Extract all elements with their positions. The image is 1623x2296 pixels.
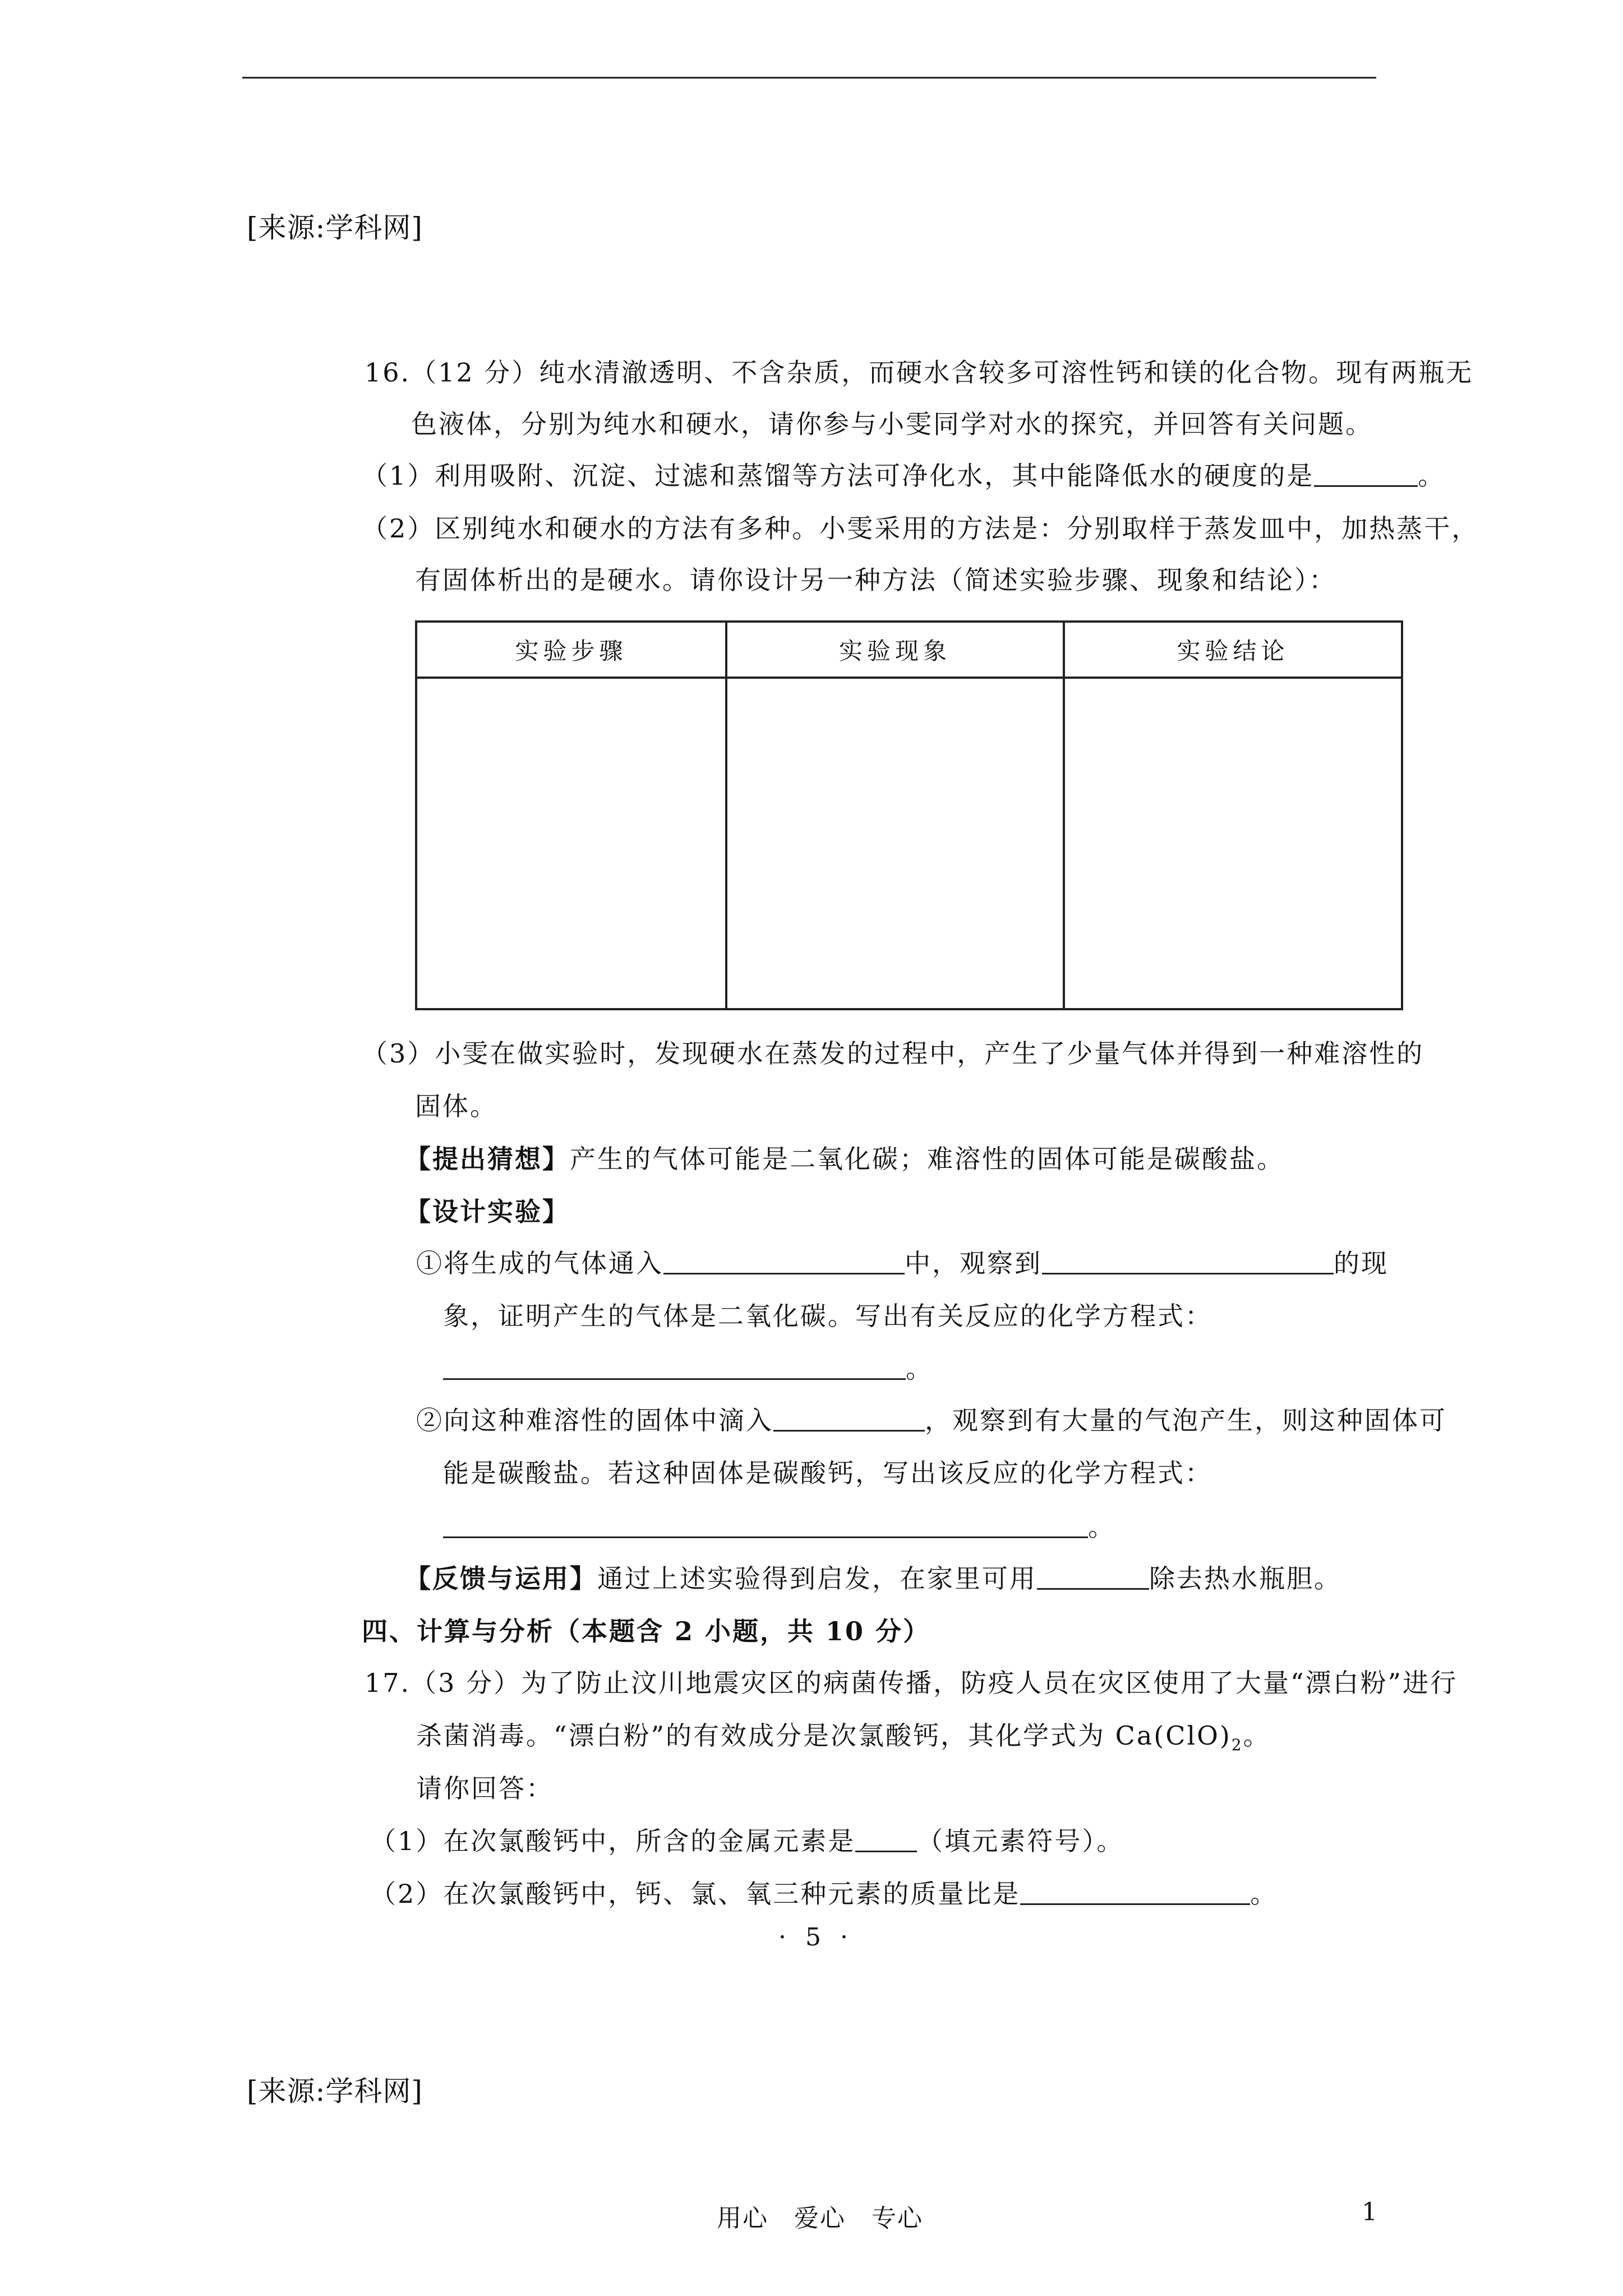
step1-gas-blank[interactable] [663,1247,905,1274]
q16-line-2: 色液体，分别为纯水和硬水，请你参与小雯同学对水的探究，并回答有关问题。 [411,409,1373,439]
design-label: 【设计实验】 [405,1197,570,1227]
step1-text-c: 的现 [1334,1248,1389,1278]
step2-reagent-blank[interactable] [773,1404,925,1432]
q17-formula-subscript: 2 [1231,1736,1243,1755]
q17-prompt: 请你回答： [416,1773,554,1803]
hypothesis-label: 【提出猜想】 [405,1144,570,1174]
q17-part2-end: 。 [1250,1879,1278,1909]
q16-part3-line-2: 固体。 [415,1091,497,1121]
source-note-bottom: [来源:学科网] [247,2075,423,2108]
steps-answer-cell[interactable] [416,678,726,1009]
step1-text-b: 中，观察到 [905,1248,1042,1278]
step1-text-a: ①将生成的气体通入 [416,1248,663,1278]
source-note-top: [来源:学科网] [247,211,423,244]
footer-motto: 用心 爱心 专心 [717,2204,923,2233]
step2-equation-blank[interactable] [443,1511,1088,1538]
footer-page-number: 1 [1362,2198,1378,2226]
q17-part2 [370,1874,1278,1911]
step1-equation-blank[interactable] [443,1352,906,1380]
feedback-blank[interactable] [1037,1562,1149,1590]
feedback-line [405,1558,1341,1595]
feedback-label: 【反馈与运用】 [405,1563,597,1594]
phenomena-answer-cell[interactable] [726,678,1064,1009]
step2-line-1 [416,1400,1447,1437]
experiment-table-answer-row [416,678,1402,1009]
header-conclusion: 实验结论 [1064,622,1402,678]
step2-equation-line [443,1507,1115,1544]
step1-observation-blank[interactable] [1042,1247,1334,1274]
page-number: · 5 · [778,1923,854,1952]
q17-line-2-text: 杀菌消毒。“漂白粉”的有效成分是次氯酸钙，其化学式为 Ca(ClO) [416,1720,1232,1751]
header-rule [242,77,1376,79]
step2-end: 。 [1088,1512,1115,1542]
step1-equation-line [443,1349,933,1386]
q17-part2-blank[interactable] [1020,1878,1250,1905]
q16-part2-line-1: （2）区别纯水和硬水的方法有多种。小雯采用的方法是：分别取样于蒸发皿中，加热蒸干， [362,513,1479,544]
q17-part1 [370,1821,1124,1858]
experiment-table-header-row [416,622,1402,678]
q16-part1 [362,455,1445,493]
header-steps: 实验步骤 [416,622,726,678]
q16-part1-end: 。 [1418,461,1446,491]
hypothesis-text: 产生的气体可能是二氧化碳；难溶性的固体可能是碳酸盐。 [570,1144,1284,1174]
q16-part1-blank[interactable] [1314,459,1418,487]
experiment-table [415,620,1403,1010]
step1-line-1 [416,1243,1389,1280]
step1-line-2: 象，证明产生的气体是二氧化碳。写出有关反应的化学方程式： [443,1301,1212,1331]
q17-part1-hint: （填元素符号）。 [917,1826,1124,1856]
feedback-text-a: 通过上述实验得到启发，在家里可用 [597,1563,1037,1594]
q17-part1-blank[interactable] [855,1825,917,1852]
q17-part1-text: （1）在次氯酸钙中，所含的金属元素是 [370,1826,856,1856]
hypothesis-line [405,1139,1284,1176]
header-phenomena: 实验现象 [726,622,1064,678]
conclusion-answer-cell[interactable] [1064,678,1402,1009]
q17-line-1: 17.（3 分）为了防止汶川地震灾区的病菌传播，防疫人员在灾区使用了大量“漂白粉”进行 [365,1668,1458,1698]
q16-part2-line-2: 有固体析出的是硬水。请你设计另一种方法（简述实验步骤、现象和结论）： [415,565,1336,595]
q16-part3-line-1: （3）小雯在做实验时，发现硬水在蒸发的过程中，产生了少量气体并得到一种难溶性的 [362,1038,1424,1069]
q16-line-1: 16.（12 分）纯水清澈透明、不含杂质，而硬水含较多可溶性钙和镁的化合物。现有两瓶无 [365,357,1474,388]
feedback-text-b: 除去热水瓶胆。 [1149,1563,1341,1594]
q17-line-2 [416,1715,1271,1754]
q16-part1-text: （1）利用吸附、沉淀、过滤和蒸馏等方法可净化水，其中能降低水的硬度的是 [362,461,1315,491]
q17-line-2-end: 。 [1243,1720,1271,1751]
section-4-heading: 四、计算与分析（本题含 2 小题，共 10 分） [362,1616,931,1646]
step2-line-2: 能是碳酸盐。若这种固体是碳酸钙，写出该反应的化学方程式： [443,1458,1212,1488]
step2-text-a: ②向这种难溶性的固体中滴入 [416,1405,773,1435]
step2-text-b: ，观察到有大量的气泡产生，则这种固体可 [925,1405,1447,1435]
step1-end: 。 [906,1354,933,1384]
q17-part2-text: （2）在次氯酸钙中，钙、氯、氧三种元素的质量比是 [370,1879,1021,1909]
